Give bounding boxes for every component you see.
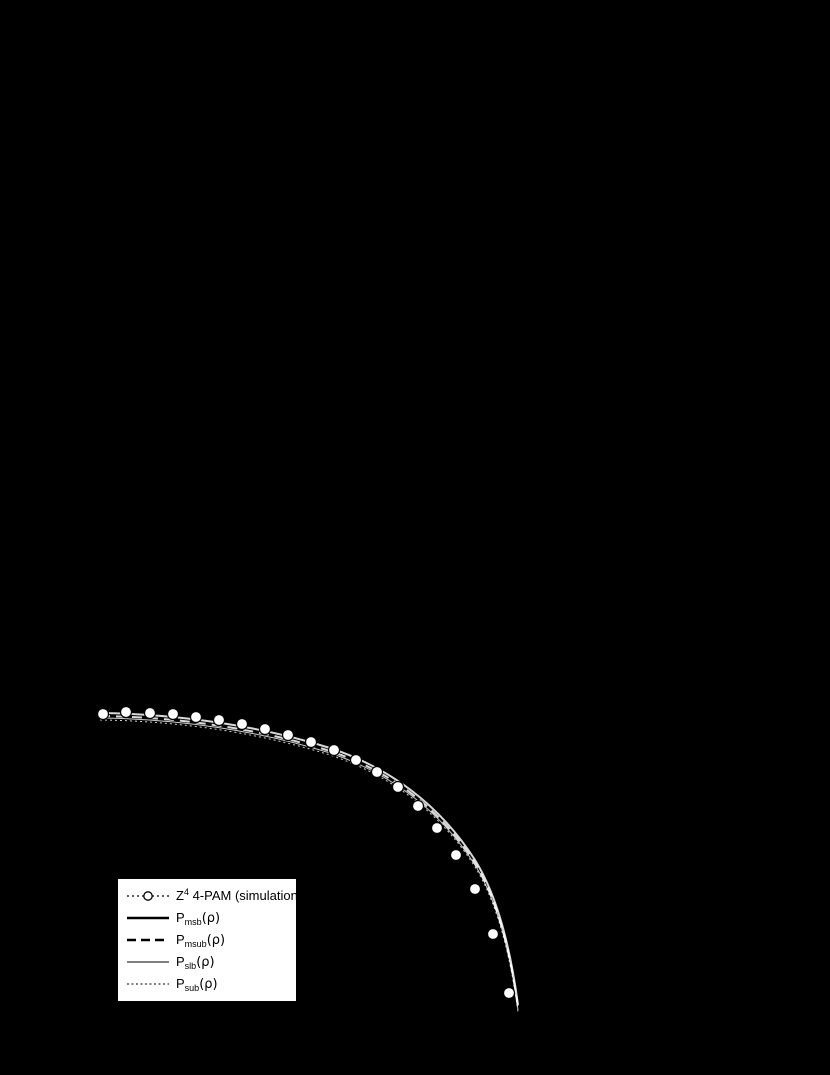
legend-label-z4-4pam-simulation: $Z^4$ 4-PAM (simulation) [176,886,303,903]
legend-entry-p-msb [126,907,288,929]
legend-sample-solid-thin [126,955,170,969]
legend-entry-p-slb [126,951,288,973]
legend-label-p-msub: $P_{msub}(\rho)$ [176,931,226,949]
legend-sample-solid-thick [126,911,170,925]
legend-sample-dotted-thin [126,977,170,991]
legend-entry-p-msub [126,929,288,951]
legend-entry-p-sub [126,973,288,995]
legend-box [117,878,303,1002]
legend-label-p-msb: $P_{msb}(\rho)$ [176,909,221,927]
legend-label-p-slb: $P_{slb}(\rho)$ [176,953,215,971]
legend-sample-dashed-thick [126,933,170,947]
legend-sample-dotted-open-circle [126,889,170,903]
legend-label-p-sub: $P_{sub}(\rho)$ [176,975,218,993]
legend-entry-z4-4pam-simulation [126,885,303,907]
